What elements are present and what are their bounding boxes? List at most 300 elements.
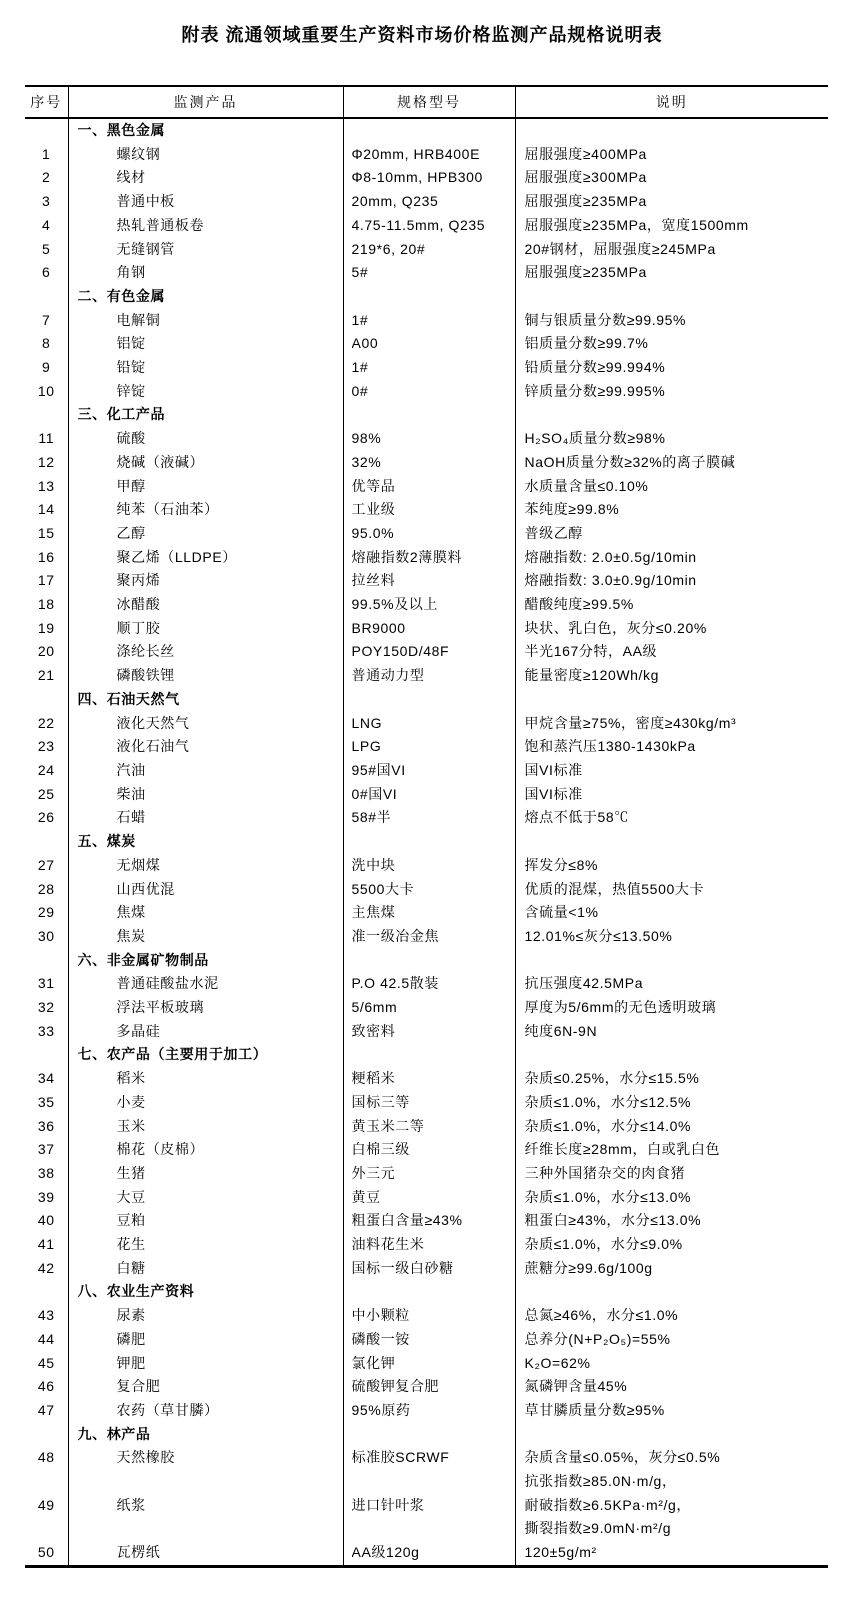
product-name: 天然橡胶 (68, 1446, 343, 1493)
description (515, 830, 828, 854)
description: 屈服强度≥400MPa (524, 145, 647, 162)
spec-value (343, 1423, 515, 1447)
description: 厚度为5/6mm的无色透明玻璃 (524, 999, 717, 1016)
row-number: 44 (25, 1328, 68, 1352)
category-label: 三、化工产品 (68, 403, 343, 427)
product-name: 铝锭 (68, 332, 343, 356)
row-number (25, 1423, 68, 1447)
table-row (25, 1067, 828, 1091)
table-row (25, 925, 828, 949)
spec-value: P.O 42.5散装 (343, 972, 515, 996)
row-number: 5 (25, 238, 68, 262)
table-row (25, 190, 828, 214)
row-number: 29 (25, 901, 68, 925)
table-row (25, 1115, 828, 1139)
row-number: 49 (25, 1494, 68, 1541)
table-row (25, 166, 828, 190)
description: 氮磷钾含量45% (524, 1378, 628, 1395)
table-row (25, 498, 828, 522)
table-row (25, 617, 828, 641)
product-name: 无烟煤 (68, 854, 343, 878)
spec-value: 熔融指数2薄膜料 (343, 546, 515, 570)
spec-value: 219*6, 20# (343, 238, 515, 262)
table-row (25, 522, 828, 546)
row-number (25, 118, 68, 143)
description: 杂质≤0.25%，水分≤15.5% (524, 1070, 700, 1087)
row-number: 17 (25, 569, 68, 593)
product-name: 磷肥 (68, 1328, 343, 1352)
description (515, 688, 828, 712)
spec-value: 1# (343, 309, 515, 333)
table-row (25, 309, 828, 333)
category-row (25, 285, 828, 309)
product-name: 尿素 (68, 1304, 343, 1328)
spec-value: 黄豆 (343, 1186, 515, 1210)
description: 20#钢材，屈服强度≥245MPa (524, 240, 716, 257)
spec-value: AA级120g (343, 1541, 515, 1566)
spec-value: POY150D/48F (343, 640, 515, 664)
row-number: 6 (25, 261, 68, 285)
description: 优质的混煤，热值5500大卡 (524, 880, 705, 897)
product-name: 普通硅酸盐水泥 (68, 972, 343, 996)
table-row (25, 640, 828, 664)
spec-value: 普通动力型 (343, 664, 515, 688)
column-header-serial: 序号 (25, 86, 68, 118)
description: 熔融指数: 3.0±0.9g/10min (524, 572, 697, 589)
row-number: 1 (25, 143, 68, 167)
table-row (25, 1304, 828, 1328)
table-row (25, 475, 828, 499)
description (515, 1043, 828, 1067)
table-row (25, 1328, 828, 1352)
spec-value: 工业级 (343, 498, 515, 522)
row-number: 35 (25, 1091, 68, 1115)
spec-value: 氯化钾 (343, 1352, 515, 1376)
spec-value: 5500大卡 (343, 878, 515, 902)
description: 屈服强度≥300MPa (524, 169, 647, 186)
table-row (25, 332, 828, 356)
product-name: 多晶硅 (68, 1020, 343, 1044)
document-title: 附表 流通领域重要生产资料市场价格监测产品规格说明表 (181, 25, 663, 45)
row-number: 8 (25, 332, 68, 356)
row-number: 45 (25, 1352, 68, 1376)
description: 挥发分≤8% (524, 856, 599, 873)
table-row (25, 1494, 828, 1541)
product-name: 焦煤 (68, 901, 343, 925)
table-row (25, 143, 828, 167)
row-number: 18 (25, 593, 68, 617)
spec-value: 4.75-11.5mm, Q235 (343, 214, 515, 238)
product-name: 生猪 (68, 1162, 343, 1186)
product-name: 白糖 (68, 1257, 343, 1281)
product-name: 汽油 (68, 759, 343, 783)
product-name: 线材 (68, 166, 343, 190)
description: 屈服强度≥235MPa (524, 193, 647, 210)
spec-value (343, 118, 515, 143)
row-number: 22 (25, 712, 68, 736)
spec-value (343, 285, 515, 309)
table-row (25, 1541, 828, 1566)
description: NaOH质量分数≥32%的离子膜碱 (524, 453, 736, 470)
product-name: 瓦楞纸 (68, 1541, 343, 1566)
spec-value: 5/6mm (343, 996, 515, 1020)
table-row (25, 735, 828, 759)
spec-value: 油料花生米 (343, 1233, 515, 1257)
description: 锌质量分数≥99.995% (524, 382, 666, 399)
row-number: 4 (25, 214, 68, 238)
spec-value: Φ8-10mm, HPB300 (343, 166, 515, 190)
spec-value: 98% (343, 427, 515, 451)
table-row (25, 356, 828, 380)
row-number: 3 (25, 190, 68, 214)
spec-value: 5# (343, 261, 515, 285)
product-name: 铅锭 (68, 356, 343, 380)
table-row (25, 380, 828, 404)
row-number: 31 (25, 972, 68, 996)
description: 抗压强度42.5MPa (524, 975, 644, 992)
table-row (25, 1233, 828, 1257)
row-number: 39 (25, 1186, 68, 1210)
category-label: 四、石油天然气 (68, 688, 343, 712)
spec-value: 硫酸钾复合肥 (343, 1375, 515, 1399)
product-name: 柴油 (68, 783, 343, 807)
product-name: 聚乙烯（LLDPE） (68, 546, 343, 570)
description: 纯度6N-9N (524, 1022, 598, 1039)
product-name: 纸浆 (68, 1494, 343, 1541)
spec-value: 0# (343, 380, 515, 404)
description: 总氮≥46%，水分≤1.0% (524, 1307, 679, 1324)
description: 耐破指数≥6.5KPa·m²/g， 撕裂指数≥9.0mN·m²/g (524, 1496, 691, 1537)
description: 能量密度≥120Wh/kg (524, 667, 660, 684)
row-number (25, 688, 68, 712)
table-row (25, 759, 828, 783)
table-row (25, 901, 828, 925)
table-row (25, 1091, 828, 1115)
category-row (25, 830, 828, 854)
row-number: 37 (25, 1138, 68, 1162)
table-row (25, 1446, 828, 1493)
category-label: 八、农业生产资料 (68, 1280, 343, 1304)
spec-value: 主焦煤 (343, 901, 515, 925)
product-name: 烧碱（液碱） (68, 451, 343, 475)
spec-value: 优等品 (343, 475, 515, 499)
row-number: 47 (25, 1399, 68, 1423)
description: 熔点不低于58℃ (524, 809, 629, 826)
description: 屈服强度≥235MPa，宽度1500mm (524, 216, 749, 233)
table-row (25, 1209, 828, 1233)
product-name: 电解铜 (68, 309, 343, 333)
table-row (25, 806, 828, 830)
row-number: 14 (25, 498, 68, 522)
spec-value: 白棉三级 (343, 1138, 515, 1162)
row-number: 50 (25, 1541, 68, 1566)
spec-value: 1# (343, 356, 515, 380)
product-name: 磷酸铁锂 (68, 664, 343, 688)
spec-value: Φ20mm, HRB400E (343, 143, 515, 167)
header-row (25, 86, 828, 118)
table-row (25, 1257, 828, 1281)
spec-value: 洗中块 (343, 854, 515, 878)
row-number: 41 (25, 1233, 68, 1257)
spec-value: BR9000 (343, 617, 515, 641)
spec-value (343, 949, 515, 973)
description: 国VI标准 (524, 761, 583, 778)
spec-value: 58#半 (343, 806, 515, 830)
description: 醋酸纯度≥99.5% (524, 596, 634, 613)
description (515, 1280, 828, 1304)
spec-value (343, 1043, 515, 1067)
description: H₂SO₄质量分数≥98% (524, 430, 666, 447)
product-name: 复合肥 (68, 1375, 343, 1399)
table-row (25, 427, 828, 451)
product-name: 石蜡 (68, 806, 343, 830)
table-row (25, 593, 828, 617)
category-label: 九、林产品 (68, 1423, 343, 1447)
spec-value: 99.5%及以上 (343, 593, 515, 617)
row-number (25, 949, 68, 973)
description: 杂质含量≤0.05%，灰分≤0.5% 抗张指数≥85.0N·m/g， (524, 1449, 721, 1490)
description: 总养分(N+P₂O₅)=55% (524, 1330, 671, 1347)
row-number (25, 830, 68, 854)
product-name: 锌锭 (68, 380, 343, 404)
row-number: 43 (25, 1304, 68, 1328)
row-number: 23 (25, 735, 68, 759)
category-label: 一、黑色金属 (68, 118, 343, 143)
spec-value: 粗蛋白含量≥43% (343, 1209, 515, 1233)
spec-table (25, 85, 828, 1568)
category-label: 二、有色金属 (68, 285, 343, 309)
column-header-product: 监测产品 (68, 86, 343, 118)
row-number (25, 403, 68, 427)
table-row (25, 1375, 828, 1399)
product-name: 钾肥 (68, 1352, 343, 1376)
row-number: 28 (25, 878, 68, 902)
description: 杂质≤1.0%，水分≤14.0% (524, 1117, 692, 1134)
product-name: 玉米 (68, 1115, 343, 1139)
table-row (25, 664, 828, 688)
table-row (25, 878, 828, 902)
row-number: 26 (25, 806, 68, 830)
product-name: 浮法平板玻璃 (68, 996, 343, 1020)
spec-value: 磷酸一铵 (343, 1328, 515, 1352)
table-row (25, 1352, 828, 1376)
table-row (25, 238, 828, 262)
row-number: 20 (25, 640, 68, 664)
description: 苯纯度≥99.8% (524, 501, 620, 518)
spec-value: 国标三等 (343, 1091, 515, 1115)
row-number: 30 (25, 925, 68, 949)
category-label: 六、非金属矿物制品 (68, 949, 343, 973)
spec-value: 95#国VI (343, 759, 515, 783)
product-name: 冰醋酸 (68, 593, 343, 617)
row-number: 27 (25, 854, 68, 878)
description: 国VI标准 (524, 785, 583, 802)
table-row (25, 1162, 828, 1186)
row-number: 34 (25, 1067, 68, 1091)
category-row (25, 1280, 828, 1304)
description: 熔融指数: 2.0±0.5g/10min (524, 548, 697, 565)
description: 饱和蒸汽压1380-1430kPa (524, 738, 696, 755)
row-number: 19 (25, 617, 68, 641)
row-number: 2 (25, 166, 68, 190)
description (515, 949, 828, 973)
description (515, 403, 828, 427)
description (515, 285, 828, 309)
spec-value: 进口针叶浆 (343, 1494, 515, 1541)
product-name: 豆粕 (68, 1209, 343, 1233)
product-name: 热轧普通板卷 (68, 214, 343, 238)
row-number: 15 (25, 522, 68, 546)
row-number: 24 (25, 759, 68, 783)
description: 铜与银质量分数≥99.95% (524, 311, 687, 328)
category-row (25, 688, 828, 712)
description (515, 118, 828, 143)
spec-value: LPG (343, 735, 515, 759)
spec-value: A00 (343, 332, 515, 356)
product-name: 螺纹钢 (68, 143, 343, 167)
spec-value: 黄玉米二等 (343, 1115, 515, 1139)
row-number: 12 (25, 451, 68, 475)
row-number: 33 (25, 1020, 68, 1044)
table-row (25, 261, 828, 285)
table-body (25, 118, 828, 1566)
description: 铝质量分数≥99.7% (524, 335, 649, 352)
product-name: 花生 (68, 1233, 343, 1257)
product-name: 角钢 (68, 261, 343, 285)
description: 块状、乳白色，灰分≤0.20% (524, 619, 707, 636)
description: 粗蛋白≥43%，水分≤13.0% (524, 1212, 702, 1229)
description (515, 1423, 828, 1447)
table-row (25, 996, 828, 1020)
description: 杂质≤1.0%，水分≤9.0% (524, 1236, 683, 1253)
column-header-description: 说明 (515, 86, 828, 118)
category-row (25, 118, 828, 143)
product-name: 硫酸 (68, 427, 343, 451)
category-label: 七、农产品（主要用于加工） (68, 1043, 343, 1067)
spec-value (343, 1280, 515, 1304)
spec-value: 0#国VI (343, 783, 515, 807)
description: 杂质≤1.0%，水分≤12.5% (524, 1093, 692, 1110)
row-number: 32 (25, 996, 68, 1020)
product-name: 甲醇 (68, 475, 343, 499)
product-name: 棉花（皮棉） (68, 1138, 343, 1162)
spec-value (343, 830, 515, 854)
row-number: 13 (25, 475, 68, 499)
spec-value: 95%原药 (343, 1399, 515, 1423)
description: 纤维长度≥28mm，白或乳白色 (524, 1141, 721, 1158)
column-header-spec: 规格型号 (343, 86, 515, 118)
description: 含硫量<1% (524, 904, 599, 921)
row-number: 40 (25, 1209, 68, 1233)
spec-value: 20mm, Q235 (343, 190, 515, 214)
row-number: 25 (25, 783, 68, 807)
row-number: 16 (25, 546, 68, 570)
product-name: 聚丙烯 (68, 569, 343, 593)
table-row (25, 546, 828, 570)
row-number (25, 285, 68, 309)
description: 蔗糖分≥99.6g/100g (524, 1259, 653, 1276)
description: 半光167分特，AA级 (524, 643, 658, 660)
table-row (25, 451, 828, 475)
spec-value (343, 688, 515, 712)
table-row (25, 1186, 828, 1210)
description: 三种外国猪杂交的肉食猪 (524, 1164, 686, 1181)
description: 120±5g/m² (524, 1544, 597, 1561)
row-number (25, 1280, 68, 1304)
row-number: 10 (25, 380, 68, 404)
product-name: 乙醇 (68, 522, 343, 546)
product-name: 山西优混 (68, 878, 343, 902)
product-name: 小麦 (68, 1091, 343, 1115)
description: 普级乙醇 (524, 524, 583, 541)
category-row (25, 1423, 828, 1447)
product-name: 液化天然气 (68, 712, 343, 736)
spec-value: 标准胶SCRWF (343, 1446, 515, 1493)
row-number: 38 (25, 1162, 68, 1186)
spec-value (343, 403, 515, 427)
spec-value: 外三元 (343, 1162, 515, 1186)
product-name: 稻米 (68, 1067, 343, 1091)
row-number (25, 1043, 68, 1067)
table-row (25, 854, 828, 878)
spec-value: 中小颗粒 (343, 1304, 515, 1328)
table-row (25, 1020, 828, 1044)
row-number: 7 (25, 309, 68, 333)
spec-value: 准一级冶金焦 (343, 925, 515, 949)
row-number: 9 (25, 356, 68, 380)
spec-value: 粳稻米 (343, 1067, 515, 1091)
spec-value: LNG (343, 712, 515, 736)
product-name: 顺丁胶 (68, 617, 343, 641)
row-number: 21 (25, 664, 68, 688)
description: 铅质量分数≥99.994% (524, 359, 666, 376)
table-header (25, 86, 828, 118)
description: 水质量含量≤0.10% (524, 477, 649, 494)
row-number: 36 (25, 1115, 68, 1139)
table-row (25, 1399, 828, 1423)
category-row (25, 1043, 828, 1067)
description: 屈服强度≥235MPa (524, 264, 647, 281)
category-row (25, 403, 828, 427)
description: K₂O=62% (524, 1354, 591, 1371)
product-name: 纯苯（石油苯） (68, 498, 343, 522)
category-row (25, 949, 828, 973)
product-name: 涤纶长丝 (68, 640, 343, 664)
spec-value: 95.0% (343, 522, 515, 546)
description: 杂质≤1.0%，水分≤13.0% (524, 1188, 692, 1205)
product-name: 焦炭 (68, 925, 343, 949)
product-name: 农药（草甘膦） (68, 1399, 343, 1423)
row-number: 48 (25, 1446, 68, 1493)
category-label: 五、煤炭 (68, 830, 343, 854)
row-number: 46 (25, 1375, 68, 1399)
spec-value: 32% (343, 451, 515, 475)
table-row (25, 712, 828, 736)
table-row (25, 214, 828, 238)
spec-value: 国标一级白砂糖 (343, 1257, 515, 1281)
spec-value: 致密料 (343, 1020, 515, 1044)
table-row (25, 1138, 828, 1162)
product-name: 无缝钢管 (68, 238, 343, 262)
spec-value: 拉丝料 (343, 569, 515, 593)
product-name: 大豆 (68, 1186, 343, 1210)
product-name: 液化石油气 (68, 735, 343, 759)
table-row (25, 569, 828, 593)
table-row (25, 972, 828, 996)
description: 12.01%≤灰分≤13.50% (524, 927, 673, 944)
description: 甲烷含量≥75%，密度≥430kg/m³ (524, 714, 737, 731)
product-name: 普通中板 (68, 190, 343, 214)
